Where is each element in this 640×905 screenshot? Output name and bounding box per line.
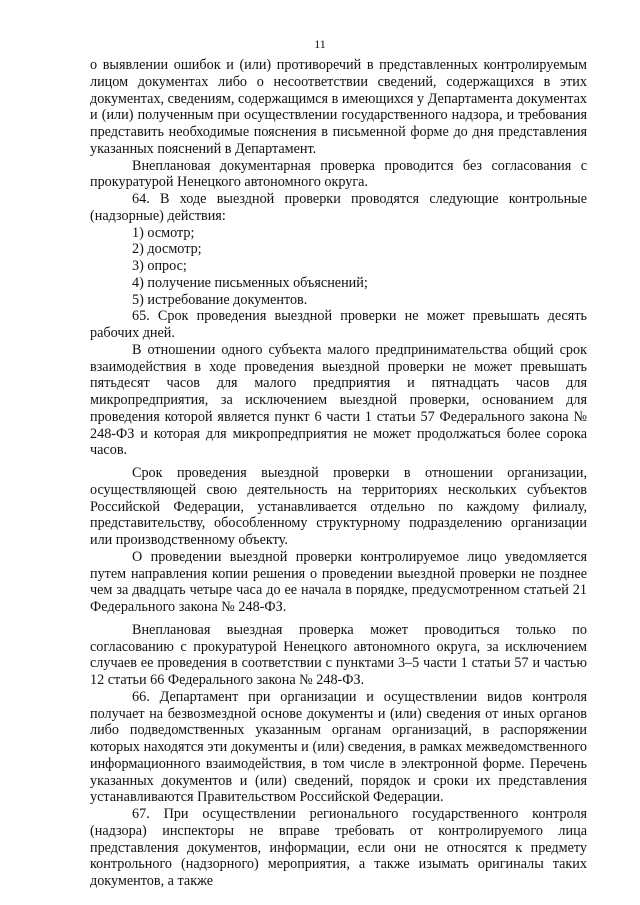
control-actions-list [90,225,587,309]
list-item: 5) истребование документов. [132,291,308,308]
paragraph-unscheduled-documentary-check: Внеплановая документарная проверка проводится без согласования с прокуратурой Ненецкого автономного округа. [90,157,587,191]
list-item: 4) получение письменных объяснений; [132,274,368,291]
paragraph-small-business-term: В отношении одного субъекта малого предпринимательства общий срок взаимодействия в ходе проведения выездной проверки не может превышать пятьдесят часов для малого предприятия и пятнадцать часов для микропредприятия, за исключением выездной проверки, основанием для проведения которой является пункт 6 части 1 статьи 57 Федерального закона № 248-ФЗ и которая для микропредприятия не может продолжаться более сорока часов. [90,341,587,459]
list-item: 2) досмотр; [132,241,202,258]
paragraph-multiple-regions-term: Срок проведения выездной проверки в отношении организации, осуществляющей свою деятельность на территориях нескольких субъектов Российской Федерации, устанавливается отдельно по каждому филиалу, представительству, обособленному структурному подразделению организации или производственному объекту. [90,465,587,548]
paragraph-notification: О проведении выездной проверки контролируемое лицо уведомляется путем направления копии решения о проведении выездной проверки не позднее чем за двадцать четыре часа до ее начала в порядке, предусмотренном статьей 21 Федерального закона № 248-ФЗ. [90,548,587,615]
document-body [90,57,587,890]
page-number: 11 [314,37,326,51]
list-item: 1) осмотр; [132,224,195,241]
paragraph-item-66: 66. Департамент при организации и осуществлении видов контроля получает на безвозмездной основе документы и (или) сведения от иных органов либо подведомственных указанным органам организаций, в распоряжении которых находятся эти документы и (или) сведения, в рамках межведомственного информационного взаимодействия, в том числе в электронной форме. Перечень указанных документов и (или) сведений, порядок и сроки их представления устанавливаются Правительством Российской Федерации. [90,688,587,806]
paragraph-continuation: о выявлении ошибок и (или) противоречий в представленных контролируемым лицом документах либо о несоответствии сведений, содержащихся в этих документах, сведениям, содержащимся в имеющихся у Департамента документах и (или) полученным при осуществлении государственного надзора, и требования представить необходимые пояснения в письменной форме до дня представления указанных пояснений в Департамент. [90,57,587,157]
paragraph-unscheduled-onsite-check: Внеплановая выездная проверка может проводиться только по согласованию с прокуратурой Ненецкого автономного округа, за исключением случаев ее проведения в соответствии с пунктами 3–5 части 1 статьи 57 и частью 12 статьи 66 Федерального закона № 248-ФЗ. [90,621,587,688]
paragraph-item-64: 64. В ходе выездной проверки проводятся следующие контрольные (надзорные) действия: [90,191,587,224]
paragraph-item-67: 67. При осуществлении регионального государственного контроля (надзора) инспекторы не вправе требовать от контролируемого лица представления документов, информации, если они не относятся к предмету контрольного (надзорного) мероприятия, а также изымать оригиналы таких документов, а также [90,806,587,889]
list-item: 3) опрос; [132,258,187,274]
paragraph-item-65: 65. Срок проведения выездной проверки не может превышать десять рабочих дней. [90,308,587,341]
